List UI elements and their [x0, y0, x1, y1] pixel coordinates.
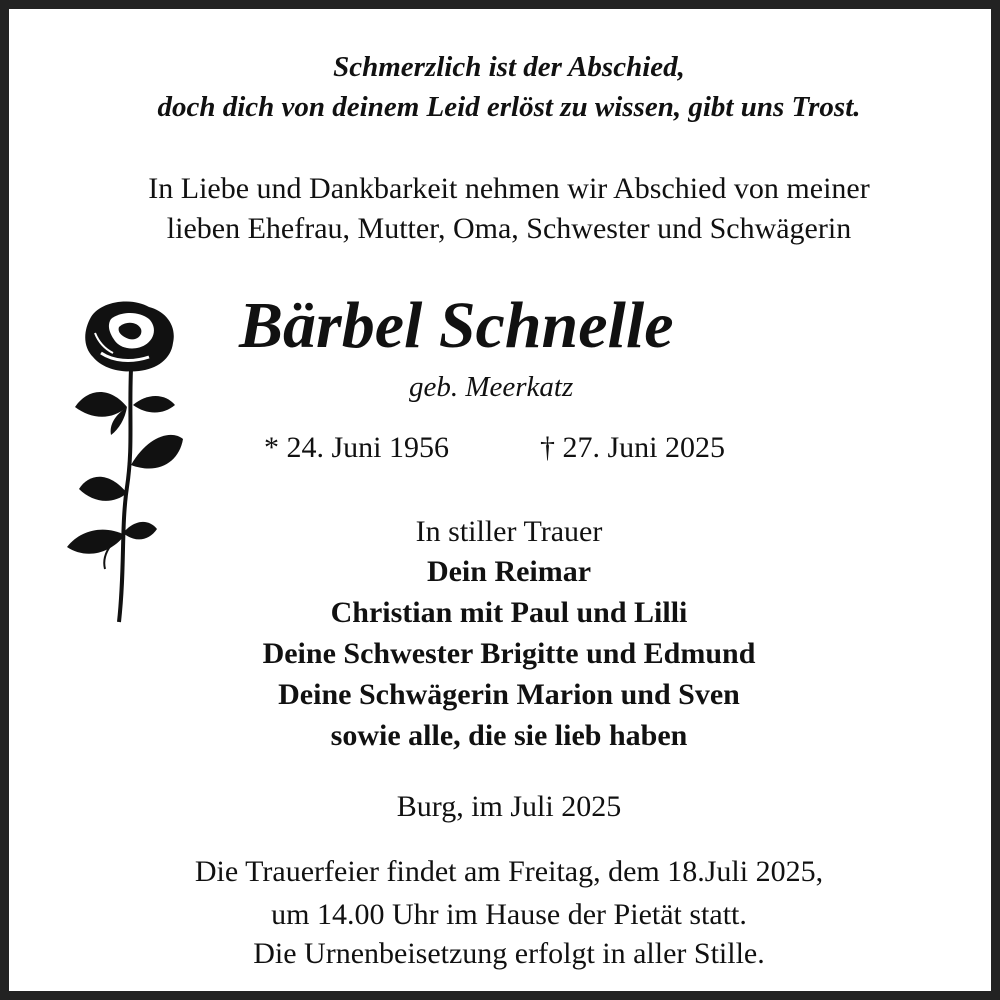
motto-line-1: Schmerzlich ist der Abschied,: [333, 51, 685, 83]
birth-date: * 24. Juni 1956: [264, 431, 450, 464]
place-date: Burg, im Juli 2025: [396, 790, 622, 823]
maiden-name: geb. Meerkatz: [409, 371, 574, 403]
mourners-intro: In stiller Trauer: [415, 515, 603, 548]
funeral-info-line-1: Die Trauerfeier findet am Freitag, dem 18.Juli 2025,: [194, 855, 824, 888]
motto-line-2: doch dich von deinem Leid erlöst zu wissen, gibt uns Trost.: [157, 91, 861, 123]
funeral-info-line-3: Die Urnenbeisetzung erfolgt in aller Stille.: [253, 937, 765, 970]
mourner-line: Christian mit Paul und Lilli: [330, 596, 688, 629]
intro-line-1: In Liebe und Dankbarkeit nehmen wir Abschied von meiner: [148, 172, 870, 205]
mourner-line: Deine Schwägerin Marion und Sven: [278, 678, 740, 711]
intro-line-2: lieben Ehefrau, Mutter, Oma, Schwester und Schwägerin: [166, 212, 852, 245]
mourner-line: Dein Reimar: [426, 555, 592, 588]
deceased-name: Bärbel Schnelle: [239, 289, 674, 362]
mourner-line: sowie alle, die sie lieb haben: [330, 719, 688, 752]
death-date: † 27. Juni 2025: [540, 431, 726, 464]
mourner-line: Deine Schwester Brigitte und Edmund: [262, 637, 756, 670]
funeral-info-line-2: um 14.00 Uhr im Hause der Pietät statt.: [271, 898, 747, 931]
